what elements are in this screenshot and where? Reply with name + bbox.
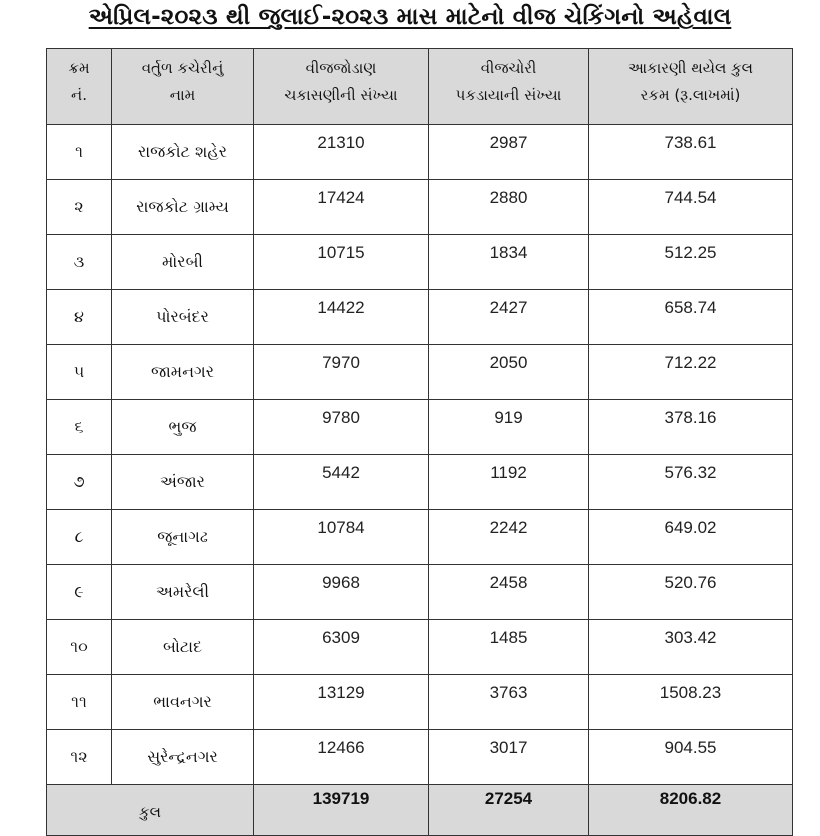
circle-name-cell: અમરેલી [112,565,254,620]
circle-name-cell: ભુજ [112,400,254,455]
amount-cell: 904.55 [589,730,793,785]
table-row [47,510,793,565]
circle-name-cell: સુરેન્દ્રનગર [112,730,254,785]
serial-no-cell: ૬ [47,400,112,455]
theft-cases-cell: 919 [429,400,589,455]
serial-no-cell: ૫ [47,345,112,400]
table-row [47,730,793,785]
header-connections-checked: વીજજોડાણ ચકાસણીની સંખ્યા [254,49,429,125]
amount-cell: 303.42 [589,620,793,675]
connections-checked-cell: 12466 [254,730,429,785]
amount-cell: 744.54 [589,180,793,235]
connections-checked-cell: 17424 [254,180,429,235]
theft-cases-cell: 3763 [429,675,589,730]
circle-name-cell: બોટાદ [112,620,254,675]
total-connections-checked: 139719 [254,785,429,836]
theft-cases-cell: 2987 [429,125,589,180]
connections-checked-cell: 9780 [254,400,429,455]
circle-name-cell: જામનગર [112,345,254,400]
circle-name-cell: ભાવનગર [112,675,254,730]
total-theft-cases: 27254 [429,785,589,836]
circle-name-cell: અંજાર [112,455,254,510]
serial-no-cell: ૧૦ [47,620,112,675]
connections-checked-cell: 10715 [254,235,429,290]
electricity-checking-report-table [46,48,793,836]
theft-cases-cell: 1485 [429,620,589,675]
theft-cases-cell: 3017 [429,730,589,785]
connections-checked-cell: 10784 [254,510,429,565]
amount-cell: 738.61 [589,125,793,180]
header-serial-no: ક્રમ નં. [47,49,112,125]
amount-cell: 378.16 [589,400,793,455]
circle-name-cell: રાજકોટ ગ્રામ્ય [112,180,254,235]
table-row [47,455,793,510]
connections-checked-cell: 9968 [254,565,429,620]
header-amount-assessed: આકારણી થયેલ કુલ રકમ (રૂ.લાખમાં) [589,49,793,125]
total-row [47,785,793,836]
connections-checked-cell: 14422 [254,290,429,345]
total-amount: 8206.82 [589,785,793,836]
connections-checked-cell: 21310 [254,125,429,180]
header-theft-cases: વીજચોરી પકડાયાની સંખ્યા [429,49,589,125]
theft-cases-cell: 2050 [429,345,589,400]
connections-checked-cell: 13129 [254,675,429,730]
report-title [0,2,820,32]
amount-cell: 520.76 [589,565,793,620]
theft-cases-cell: 2427 [429,290,589,345]
header-circle-office-name: વર્તુળ કચેરીનું નામ [112,49,254,125]
theft-cases-cell: 1192 [429,455,589,510]
table-row [47,400,793,455]
circle-name-cell: મોરબી [112,235,254,290]
connections-checked-cell: 5442 [254,455,429,510]
amount-cell: 649.02 [589,510,793,565]
table-row [47,675,793,730]
table-row [47,290,793,345]
amount-cell: 576.32 [589,455,793,510]
serial-no-cell: ૪ [47,290,112,345]
theft-cases-cell: 2880 [429,180,589,235]
serial-no-cell: ૧૨ [47,730,112,785]
serial-no-cell: ૮ [47,510,112,565]
amount-cell: 512.25 [589,235,793,290]
theft-cases-cell: 2242 [429,510,589,565]
amount-cell: 1508.23 [589,675,793,730]
circle-name-cell: રાજકોટ શહેર [112,125,254,180]
theft-cases-cell: 2458 [429,565,589,620]
amount-cell: 712.22 [589,345,793,400]
circle-name-cell: પોરબંદર [112,290,254,345]
serial-no-cell: ૯ [47,565,112,620]
total-label: કુલ [47,785,254,836]
report-title-text: એપ્રિલ-૨૦૨૩ થી જુલાઈ-૨૦૨૩ માસ માટેનો વીજ ચેકિંગનો અહેવાલ [88,4,732,30]
table-header-row [47,49,793,125]
table-row [47,235,793,290]
table-row [47,565,793,620]
table-row [47,620,793,675]
circle-name-cell: જૂનાગઢ [112,510,254,565]
amount-cell: 658.74 [589,290,793,345]
table-row [47,345,793,400]
connections-checked-cell: 6309 [254,620,429,675]
connections-checked-cell: 7970 [254,345,429,400]
serial-no-cell: ૧૧ [47,675,112,730]
serial-no-cell: ૩ [47,235,112,290]
theft-cases-cell: 1834 [429,235,589,290]
serial-no-cell: ૧ [47,125,112,180]
table-row [47,125,793,180]
serial-no-cell: ૭ [47,455,112,510]
serial-no-cell: ૨ [47,180,112,235]
table-row [47,180,793,235]
